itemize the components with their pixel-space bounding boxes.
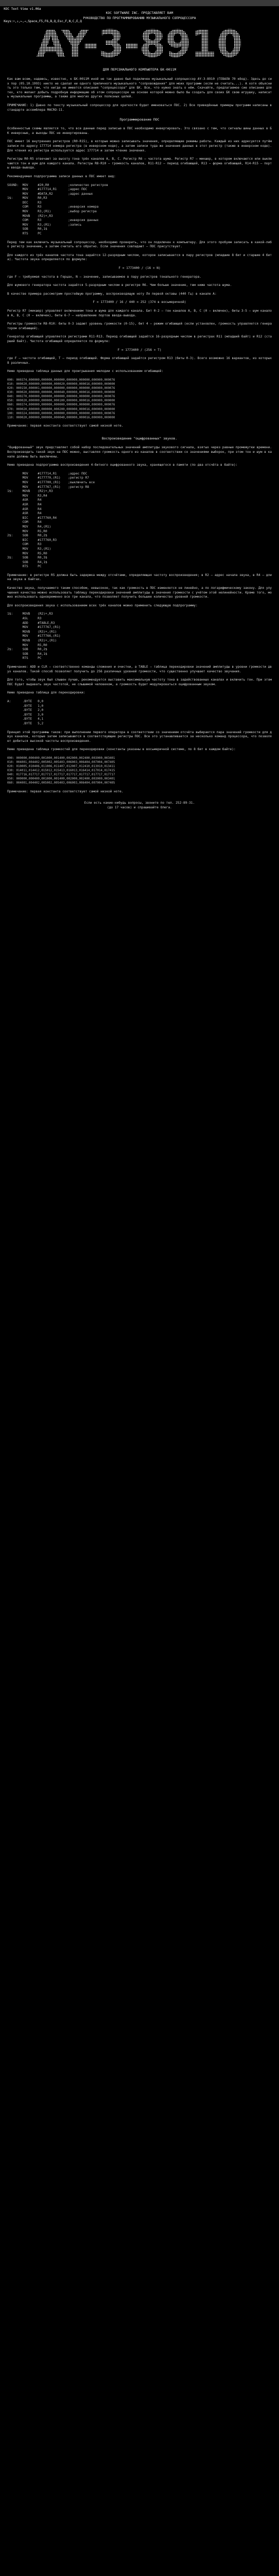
code1-line: COM R3 ;инверсия данных: [7, 218, 99, 223]
dump2-line: 030: 014011,014412,015012,015413,016013,016414,017014,017415: [7, 769, 115, 773]
section2d-paragraph: Ниже приведена таблица громкостей для перекодировки (константы указаны в восьмеричной системе, по 8 бит в каждом байте):: [7, 748, 236, 752]
code4-line: .BYTE 1,0: [7, 704, 44, 708]
dump1-line: 110: 000020,000000,000000,000040,000000,000016,000000,000000: [7, 416, 115, 419]
dump1-line: 070: 000020,000000,000000,000200,000000,000016,000000,000000: [7, 408, 115, 411]
section-1-title: Программирование ПОС: [119, 117, 160, 122]
code-table: [7, 700, 272, 726]
formula-note-a: F = 1773400 / 16 / 440 = 252 (374 в восьмеричной): [93, 300, 186, 304]
code2-line: MOV #177767,(R1) ;регистр R8: [7, 485, 89, 489]
data-dump-1: [7, 378, 272, 420]
code-digital-playback: [7, 472, 272, 569]
section1d-paragraph: Регистр R7 (микшер) управляет включением тона и шума для каждого канала. Бит 0-2 — тон каналов A, B, C (0 — включен), биты 3-5 — шум каналов A, B, C (0 — включен), биты 6-7 — направление портов ввода-вывода.: [7, 309, 272, 317]
section2-paragraph: Ниже приведена подпрограмма воспроизведения 4-битного оцифрованного звука, хранящегося в памяти (по два отсчёта в байте):: [7, 463, 238, 467]
code1-line: SOB R0,1$: [7, 227, 47, 231]
dump1-line: 010: 000020,000000,000000,000020,000000,000016,000000,000000: [7, 383, 115, 386]
section-2c-text: [7, 665, 272, 696]
publisher-line: KOC SOFTWARE INC. ПРЕДСТАВЛЯЕТ ВАМ: [106, 11, 173, 15]
code2-line: MOV R3,R4: [7, 494, 47, 498]
section1-paragraph: Рекомендуемая подпрограмма записи данных в ПОС имеет вид:: [7, 174, 116, 178]
code-three-channel-playback: [7, 612, 272, 661]
code2-line: MOV R3,(R1): [7, 547, 51, 551]
window-title: KOC Text View v1.06a: [4, 7, 41, 11]
outro-paragraph: (до 17 часов) и спрашивайте Олега.: [107, 805, 172, 809]
dump2-line: 040: 017716,017717,017717,017717,017717,017717,017717,017717: [7, 773, 115, 777]
code3-line: ADD #TABLE,R3: [7, 621, 55, 625]
section1c-paragraph: где F — требуемая частота в Герцах, N — значение, записываемое в пару регистров тонального генератора.: [7, 275, 202, 279]
dump1-line: 030: 000020,000000,000000,000040,000000,000016,000000,000000: [7, 391, 115, 395]
code2-line: 3$: SOB R0,3$: [7, 556, 47, 560]
code2-line: MOV #177770,(R1) ;регистр R7: [7, 476, 89, 480]
code3-line: RTS PC: [7, 656, 42, 660]
code2-line: MOV R5,R0: [7, 529, 47, 533]
code1-line: MOV R3,(R1) ;запись: [7, 223, 82, 227]
code-sound-routine: [7, 183, 272, 236]
code1-line: DEC R3: [7, 200, 42, 205]
code2-line: MOV R4,(R1): [7, 524, 51, 529]
dump1-line: 040: 000270,000000,000000,000000,000000,000000,000000,000076: [7, 395, 115, 399]
formula-envelope: F = 1773400 / (256 × T): [117, 348, 162, 352]
code1-line: MOV #177714,R1 ;адрес ПОС: [7, 188, 88, 192]
code2-line: BIC #177760,R4: [7, 516, 57, 520]
code2-line: ASR R4: [7, 512, 42, 516]
section-1e-text: [7, 357, 272, 374]
code2-line: ASR R4: [7, 498, 42, 502]
code1-line: RTS PC: [7, 232, 42, 236]
code2-line: SOB R4,1$: [7, 560, 47, 564]
doc-title: РУКОВОДСТВО ПО ПРОГРАММИРОВАНИЮ МУЗЫКАЛЬНОГО СОПРОЦЕССОРА: [83, 16, 196, 20]
code3-line: MOV #177766,(R1): [7, 634, 61, 638]
section-2-text: [7, 446, 272, 467]
dump1-line: 000: 000374,000000,000000,000000,000000,000000,000000,000076: [7, 378, 115, 382]
section1d-paragraph: Регистры громкости R8-R10: биты 0-3 задают уровень громкости (0-15), бит 4 — режим огибающей (если установлен, громкость управляется генератором огибающей).: [7, 322, 272, 330]
code2-line: ASR R4: [7, 502, 42, 506]
code3-line: MOVB (R3)+,(R1): [7, 639, 57, 642]
dump1-line: 100: 000324,000000,000000,000000,000000,000000,000000,000076: [7, 412, 115, 415]
code2-line: RTS PC: [7, 565, 42, 569]
code1-line: MOV #DATA,R2 ;адрес данных: [7, 192, 93, 196]
section-2-title: Воспроизведение "оцифрованных" звуков.: [101, 436, 178, 441]
section-2b-text: [7, 573, 272, 608]
section-1b-text: [7, 241, 272, 262]
section2c-paragraph: Ниже приведена таблица для перекодировки:: [7, 691, 85, 695]
contact-info: [7, 801, 272, 810]
data-dump-2: [7, 756, 272, 786]
code2-line: MOV #177714,R1 ;адрес ПОС: [7, 471, 88, 476]
section-2d-text: [7, 731, 272, 752]
code2-line: 2$: SOB R0,2$: [7, 534, 47, 538]
code2-line: COM R3: [7, 543, 42, 547]
section-1d-text: [7, 309, 272, 344]
section-1-text: [7, 127, 272, 179]
section1c-paragraph: Для шумового генератора частота задаётся 5-разрядным числом в регистре R6. Чем больше значение, тем ниже частота шума.: [7, 283, 232, 287]
outro-paragraph: Если есть какие-нибудь вопросы, звоните по тел. 252-89-31.: [84, 801, 195, 805]
section1b-paragraph: Перед тем как включить музыкальный сопроцессор, необходимо проверить, что он подключен к компьютеру. Для этого пробуем записать в какой-либо регистр значение, а затем считать его обратно. Если значения совпадают — ПОС присутствует.: [7, 240, 272, 249]
ay-3-8910-logo: [36, 22, 243, 65]
dump2-line: 050: 000000,000400,001000,001400,002000,002400,003000,003401: [7, 777, 115, 781]
section2b-paragraph: Качество звука, получаемого таким способом, невысокое, так как громкость в ПОС изменяется не линейно, а по логарифмическому закону. Для улучшения качества можно использовать таблицу перекодировки значений амплитуды в значения громкости с учётом этой нелинейности. Кроме того, можно использовать одновременно все три канала, что позволяет получить большее количество уровней громкости.: [7, 586, 272, 599]
code1-line: COM R3 ;инверсия номера: [7, 205, 99, 209]
section2e-paragraph: Примечание: первая константа соответствует самой низкой ноте.: [7, 789, 124, 793]
section1e-paragraph: где F — частота огибающей, T — период огибающей. Форма огибающей задаётся регистром R13 (биты 0-3). Всего возможно 16 вариантов, из которых 8 различных.: [7, 357, 274, 365]
section1b-paragraph: Для каждого из трёх каналов частота тона задаётся 12-разрядным числом, которое записывается в пару регистров (младшие 8 бит и старшие 4 бита). Частота звука определяется по формуле:: [7, 253, 272, 262]
section2-paragraph: "Оцифрованный" звук представляет собой набор последовательных значений амплитуды звукового сигнала, взятых через равные промежутки времени. Воспроизводить такой звук на ПОС можно, выставляя громкость одного из каналов в соответствии со значениями выборок, при этом тон и шум в канале должны быть выключены.: [7, 446, 274, 459]
code4-line: .BYTE 2,0: [7, 708, 44, 713]
code4-line: .BYTE 5,2: [7, 721, 44, 725]
section1c-paragraph: В качестве примера рассмотрим простейшую программу, воспроизводящую ноту Ля первой октавы (440 Гц) в канале A:: [7, 292, 217, 296]
intro-section: [7, 77, 272, 112]
code2-line: COM R4: [7, 520, 42, 524]
code2-line: 1$: MOVB (R2)+,R3: [7, 489, 53, 494]
dump2-line: 000: 000000,000400,001000,001400,002000,002400,003000,003401: [7, 756, 115, 760]
code3-line: MOV #177767,(R1): [7, 625, 61, 630]
dump1-line: 050: 000020,000000,000000,000100,000000,000016,000000,000000: [7, 399, 115, 403]
section1-paragraph: Регистры R0-R5 отвечают за высоту тона трёх каналов A, B, C. Регистр R6 — частота шума. Регистр R7 — микшер, в котором включаются или выключаются тон и шум для каждого канала. Регистры R8-R10 — громкость каналов, R11-R12 — период огибающей, R13 — форма огибающей, R14-R15 — порты ввода-вывода.: [7, 157, 272, 170]
dump2-line: 010: 004001,004402,005002,005403,006003,006404,007004,007405: [7, 760, 115, 764]
section1-paragraph: ПОС имеет 16 внутренних регистров (R0-R15), в которые можно записывать значения, определяющие режимы работы. Каждый из них адресуется путём записи по адресу 177714 номера регистра (в инверсном коде), а затем записи туда же значения данных в этот регистр (также в инверсном коде). Для чтения из регистра используется адрес 177714 и затем чтение значения.: [7, 140, 274, 152]
dump1-line: 060: 000374,000000,000000,000000,000000,000000,000000,000076: [7, 403, 115, 407]
code3-line: ASL R3: [7, 617, 42, 621]
intro-paragraph: Как вам всем, надеюсь, известно, к БК-0011М иной не так давно был подключен музыкальный сопроцессор AY-3-8910 (ГЕВАЛА 70 кбод). Здесь до сих пор (05.10.1993) никто не сделал ни одного приличного музыкального "сопровождения" для моих программ (если не считать...). А хотя объяснить это только тем, что нигде не имеется описания "сопроцессора" для БК. Все, что нужно знать о нём. Скачайте, предлагаемое сие описание для тех, кто желает добыть подробную информацию об этом сопроцессоре на основе которой можно было бы создать для своих БК свою игрушку, написать музыкальные программы, а также для многих других полезных целей.: [7, 77, 274, 99]
code3-line: SOB R4,1$: [7, 652, 47, 656]
code2-line: MOV R5,R0: [7, 551, 47, 555]
dump2-line: 060: 004001,004402,005002,005403,006003,006404,007004,007405: [7, 782, 115, 785]
dump2-line: 020: 010005,010406,011006,011407,012007,012410,013010,013411: [7, 765, 115, 769]
section-1c-text: [7, 275, 272, 297]
formula-tone: F = 1773400 / (16 × N): [118, 266, 161, 270]
code3-line: 2$: SOB R0,2$: [7, 648, 47, 652]
code1-line: 1$: MOV R0,R3: [7, 196, 47, 200]
section2b-paragraph: Для воспроизведения звука с использованием всех трёх каналов можно применить следующую подпрограмму:: [7, 603, 198, 607]
key-hints: Keys:↑,↓,←,→,Space,F5,F6,B,Q,Esc,F,N,C,E,Q: [4, 20, 82, 23]
code1-line: MOV R3,(R1) ;выбор регистра: [7, 210, 97, 214]
code4-line: .BYTE 4,1: [7, 717, 44, 721]
logo-text: AY-3-8910: [36, 22, 243, 65]
document-body: [7, 10, 272, 810]
section1e-paragraph: Ниже приведена таблица данных для проигрывания мелодии с использованием огибающей:: [7, 369, 164, 374]
section1f-paragraph: Примечание: первая константа соответствует самой низкой ноте.: [7, 423, 124, 428]
code3-line: MOVB (R3)+,(R1): [7, 630, 57, 634]
code4-line: .BYTE 3,0: [7, 713, 44, 717]
code2-line: ASR R4: [7, 507, 42, 511]
code2-line: BIC #177760,R3: [7, 538, 57, 542]
section2b-paragraph: Примечание: в регистре R5 должна быть задержка между отсчётами, определяющая частоту воспроизведения; в R2 — адрес начала звука, в R4 — длина звука в байтах.: [7, 573, 272, 582]
section2c-paragraph: Для того, чтобы звук был слышен лучше, рекомендуется выставить максимальную частоту тона в задействованных каналах и включить тон. При этом ПОС будет выдавать звук частотой, не слышимой человеком, а громкость будет модулироваться оцифрованным звуком.: [7, 678, 274, 686]
section2c-paragraph: Примечание: ADD и CLR — соответственно команды сложения и очистки, а TABLE — таблица перекодировки значений амплитуды в уровни громкости двух каналов. Такой способ позволяет получить до 256 различных уровней громкости, что существенно улучшает качество звучания.: [7, 665, 272, 673]
code3-line: 1$: MOVB (R2)+,R3: [7, 612, 53, 616]
section2d-paragraph: Принцип этой программы таков: при выполнении первого оператора в соответствии со значением отсчёта выбирается пара значений громкости для двух каналов, которые затем записываются в соответствующие регистры ПОС. Все это устанавливается за несколько команд процессора, что позволяет добиться высокой частоты воспроизведения.: [7, 730, 272, 743]
code2-line: MOV #177700,(R1) ;выключить все: [7, 481, 95, 484]
dump1-line: 020: 000150,000001,000000,000000,000000,000000,000000,000076: [7, 387, 115, 391]
section-1f-text: [7, 424, 272, 429]
code1-line: SOUND: MOV #20,R0 ;количество регистров: [7, 183, 108, 187]
intro-paragraph: ПРИМЕЧАНИЕ: 1) Давно по тексту музыкальный сопроцессор для краткости будет именоваться ПОС. 2) Все приведённые примеры программ написаны в стандарте ассемблера MACRO-11.: [7, 103, 274, 112]
section1-paragraph: Особенностью схемы является то, что все данные перед записью в ПОС необходимо инвертировать. Это связано с тем, что сигналы шины данных в БК инверсные, а выходы ПОС не инвертированы.: [7, 127, 272, 135]
target-computer: ДЛЯ ПЕРСОНАЛЬНОГО КОМПЬЮТЕРА БК-0011М: [102, 67, 177, 72]
section-2e-text: [7, 790, 272, 794]
code4-line: A: .BYTE 0,0: [7, 699, 44, 703]
code3-line: MOV R5,R0: [7, 643, 47, 647]
code1-line: MOVB (R2)+,R3: [7, 214, 53, 218]
section1d-paragraph: Генератор огибающей управляется регистрами R11-R13. Период огибающей задаётся 16-разрядным числом в регистрах R11 (младший байт) и R12 (старший байт). Частота огибающей определяется по формуле:: [7, 335, 272, 343]
